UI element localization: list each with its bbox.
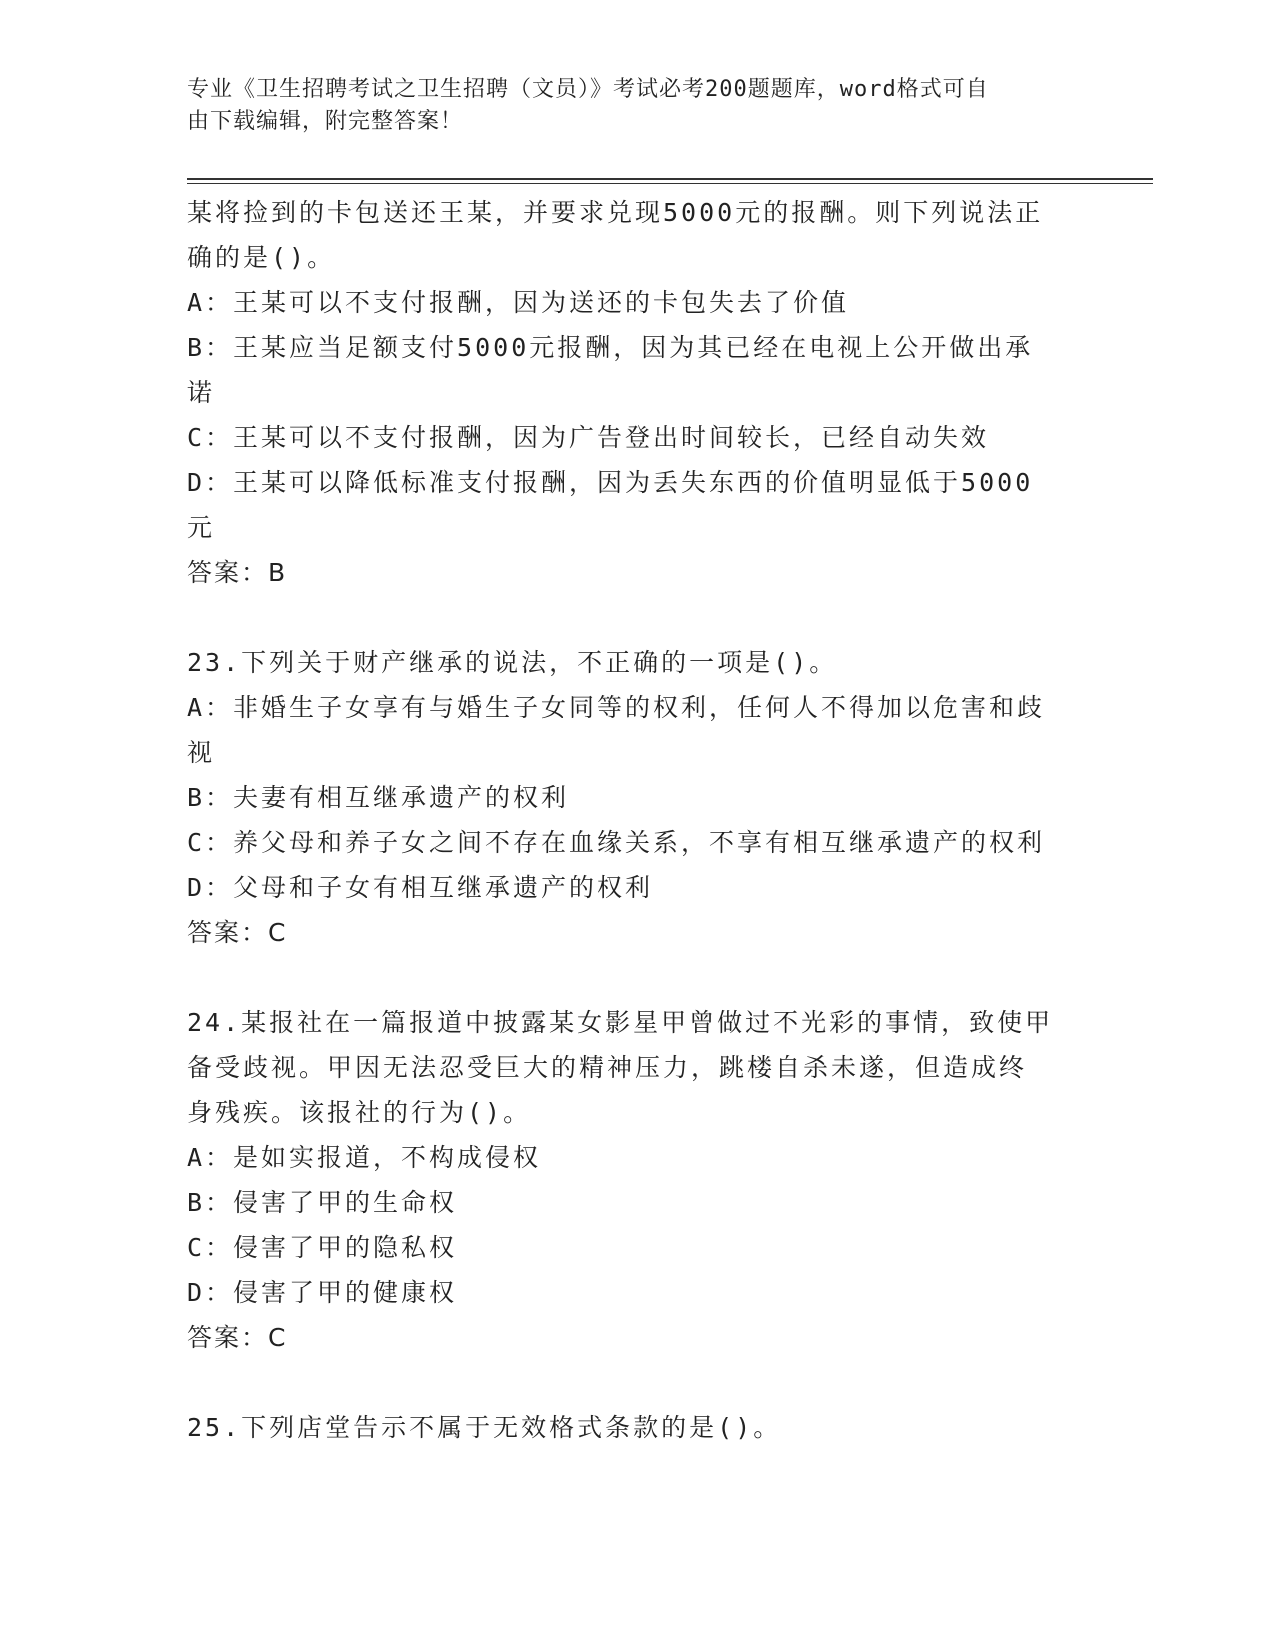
option-b: B：侵害了甲的生命权: [187, 1188, 458, 1217]
question-stem: 25.下列店堂告示不属于无效格式条款的是()。: [187, 1413, 782, 1442]
header-divider-thick: [187, 178, 1153, 180]
option-d: D：侵害了甲的健康权: [187, 1278, 458, 1307]
option-b-continued: 诺: [187, 378, 216, 407]
option-a-continued: 视: [187, 738, 216, 767]
option-a: A：王某可以不支付报酬，因为送还的卡包失去了价值: [187, 288, 850, 317]
document-header: [187, 74, 1067, 138]
question-list: [187, 190, 1087, 1450]
option-c: C：王某可以不支付报酬，因为广告登出时间较长，已经自动失效: [187, 423, 990, 452]
question-23: [187, 640, 1087, 955]
option-d: D：父母和子女有相互继承遗产的权利: [187, 873, 654, 902]
option-c: C：侵害了甲的隐私权: [187, 1233, 458, 1262]
answer-label: 答案：C: [187, 918, 288, 947]
header-line-2: 由下载编辑，附完整答案！: [187, 109, 464, 134]
option-d: D：王某可以降低标准支付报酬，因为丢失东西的价值明显低于5000: [187, 468, 1034, 497]
answer-label: 答案：C: [187, 1323, 288, 1352]
question-stem: 某将捡到的卡包送还王某，并要求兑现5000元的报酬。则下列说法正: [187, 198, 1044, 227]
question-stem: 确的是()。: [187, 243, 336, 272]
answer-label: 答案：B: [187, 558, 288, 587]
header-line-1: 专业《卫生招聘考试之卫生招聘（文员）》考试必考200题题库，word格式可自: [187, 77, 989, 102]
option-b: B：夫妻有相互继承遗产的权利: [187, 783, 570, 812]
question-stem: 身残疾。该报社的行为()。: [187, 1098, 532, 1127]
question-stem: 23.下列关于财产继承的说法，不正确的一项是()。: [187, 648, 838, 677]
question-stem: 备受歧视。甲因无法忍受巨大的精神压力，跳楼自杀未遂，但造成终: [187, 1053, 1028, 1082]
question-25: [187, 1405, 1087, 1450]
option-d-continued: 元: [187, 513, 216, 542]
option-a: A：非婚生子女享有与婚生子女同等的权利，任何人不得加以危害和歧: [187, 693, 1046, 722]
question-stem: 24.某报社在一篇报道中披露某女影星甲曾做过不光彩的事情，致使甲: [187, 1008, 1054, 1037]
option-b: B：王某应当足额支付5000元报酬，因为其已经在电视上公开做出承: [187, 333, 1034, 362]
option-a: A：是如实报道，不构成侵权: [187, 1143, 542, 1172]
question-24: [187, 1000, 1087, 1360]
question-22: [187, 190, 1087, 595]
option-c: C：养父母和养子女之间不存在血缘关系，不享有相互继承遗产的权利: [187, 828, 1046, 857]
header-divider-thin: [187, 183, 1153, 184]
